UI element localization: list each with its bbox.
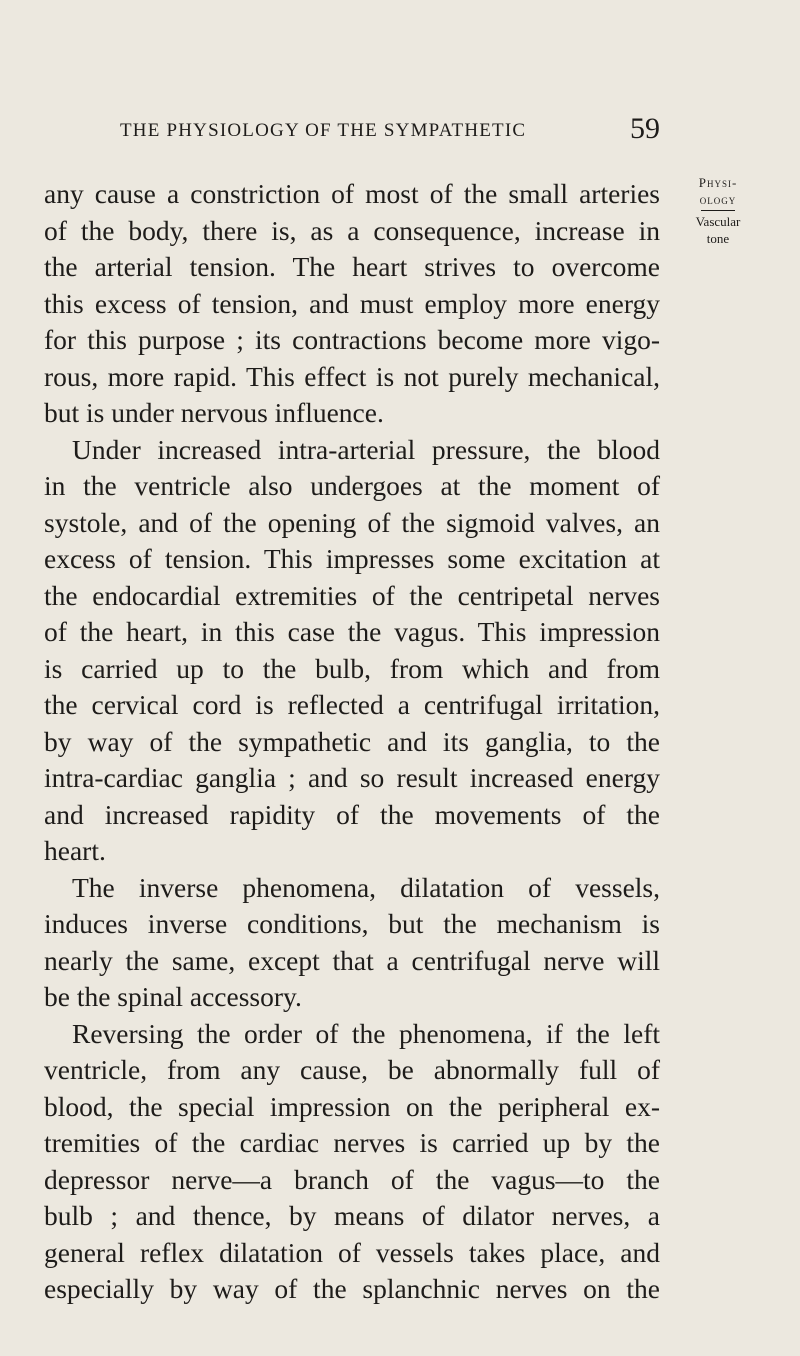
text-line: this excess of tension, and must employ more energy <box>44 287 660 319</box>
text-line: of the body, there is, as a consequence, increase in <box>44 214 660 246</box>
margin-note <box>672 174 764 247</box>
text-line: tremities of the cardiac nerves is carried up by the <box>44 1127 660 1158</box>
text-line: be the spinal accessory. <box>44 981 302 1012</box>
text-line: by way of the sympathetic and its ganglia, to the <box>44 725 660 757</box>
margin-note-line: tone <box>706 231 730 246</box>
margin-note-line: Vascular <box>695 214 741 229</box>
text-line: the cervical cord is reflected a centrifugal irritation, <box>44 689 660 720</box>
text-line: especially by way of the splanchnic nerves on the <box>44 1273 660 1304</box>
text-line: blood, the special impression on the peripheral ex- <box>44 1090 660 1122</box>
text-line: nearly the same, except that a centrifugal nerve will <box>44 944 660 976</box>
text-line: in the ventricle also undergoes at the moment of <box>44 470 660 501</box>
margin-note-rule <box>701 210 735 211</box>
paragraph <box>44 870 660 1016</box>
text-line: systole, and of the opening of the sigmoid valves, an <box>44 506 660 538</box>
text-line: is carried up to the bulb, from which and from <box>44 652 660 684</box>
text-line: The inverse phenomena, dilatation of vessels, <box>72 871 660 903</box>
text-line: the endocardial extremities of the centripetal nerves <box>44 579 660 611</box>
text-line: induces inverse conditions, but the mechanism is <box>44 908 660 939</box>
running-title: THE PHYSIOLOGY OF THE SYMPATHETIC <box>120 120 527 141</box>
text-line: excess of tension. This impresses some excitation at <box>44 543 660 574</box>
text-line: intra-cardiac ganglia ; and so result increased energy <box>44 762 660 793</box>
text-line: bulb ; and thence, by means of dilator nerves, a <box>44 1200 660 1231</box>
text-line: the arterial tension. The heart strives to overcome <box>44 251 660 282</box>
running-head <box>100 112 660 152</box>
text-line: Reversing the order of the phenomena, if the left <box>72 1017 660 1049</box>
text-line: but is under nervous influence. <box>44 397 384 428</box>
margin-note-line: ology <box>699 192 737 207</box>
page-number: 59 <box>630 112 660 145</box>
text-line: rous, more rapid. This effect is not purely mechanical, <box>44 360 660 392</box>
paragraph <box>44 1016 660 1308</box>
text-line: heart. <box>44 835 106 866</box>
margin-note-line: Physi- <box>698 175 738 190</box>
paragraph <box>44 176 660 432</box>
text-line: any cause a constriction of most of the small arteries <box>44 178 660 209</box>
text-line: ventricle, from any cause, be abnormally full of <box>44 1054 660 1085</box>
paragraph <box>44 432 660 870</box>
body-text <box>44 176 660 1308</box>
text-line: depressor nerve—a branch of the vagus—to the <box>44 1163 660 1195</box>
text-line: of the heart, in this case the vagus. This impression <box>44 616 660 647</box>
text-line: and increased rapidity of the movements of the <box>44 798 660 830</box>
text-line: Under increased intra-arterial pressure, the blood <box>72 433 660 465</box>
text-line: for this purpose ; its contractions become more vigo- <box>44 324 660 355</box>
text-line: general reflex dilatation of vessels takes place, and <box>44 1236 660 1268</box>
